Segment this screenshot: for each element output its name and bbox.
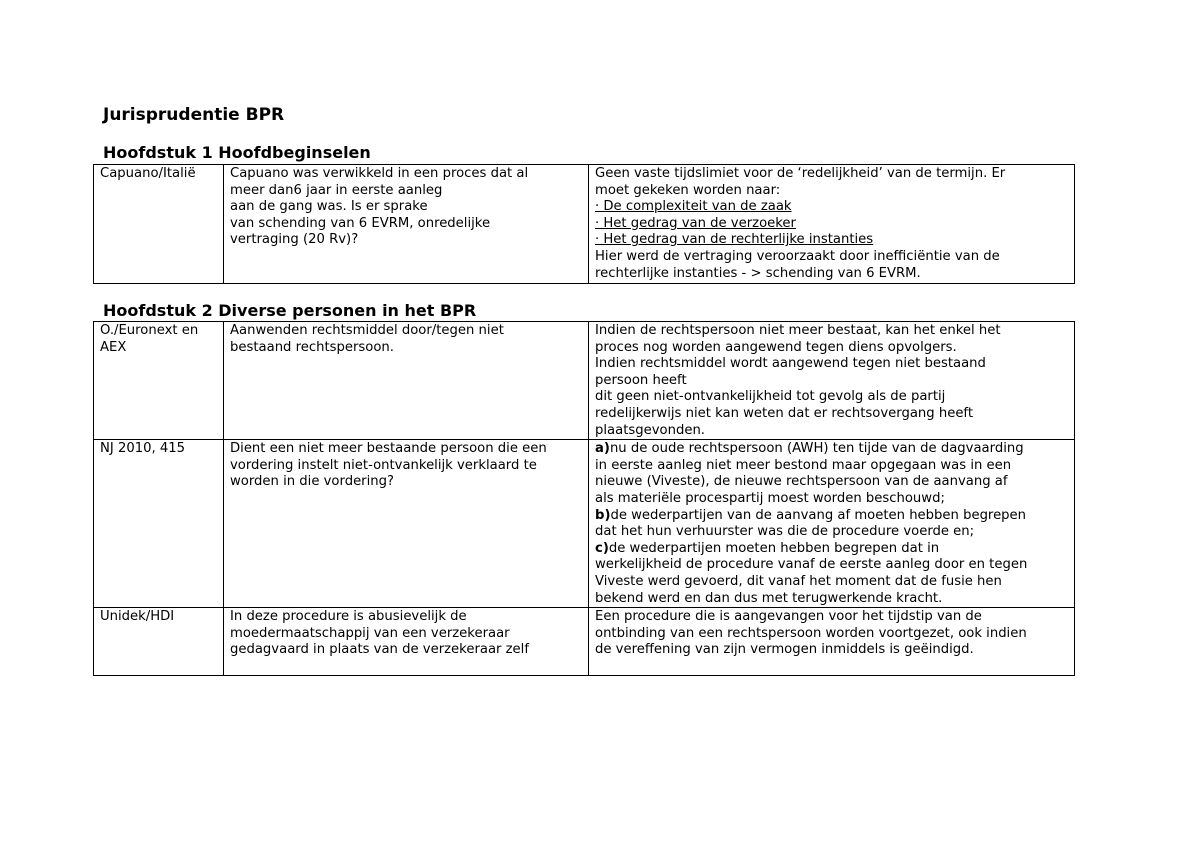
answer-list-item: · De complexiteit van de zaak — [595, 199, 792, 215]
answer-line: Viveste werd gevoerd, dit vanaf het moment dat de fusie hen — [595, 573, 1002, 589]
answer-line: Geen vaste tijdslimiet voor de ‘redelijkheid’ van de termijn. Er — [595, 166, 1006, 181]
case-name: AEX — [100, 339, 127, 355]
question-line: Capuano was verwikkeld in een proces dat al — [230, 166, 529, 181]
answer-line: persoon heeft — [595, 372, 687, 388]
chapter-2-heading: Hoofdstuk 2 Diverse personen in het BPR — [103, 301, 477, 320]
chapter-1-table — [93, 164, 1075, 284]
case-name: Unidek/HDI — [100, 609, 175, 625]
answer-line: ontbinding van een rechtspersoon worden voortgezet, ook indien — [595, 625, 1027, 641]
case-cell — [94, 440, 224, 608]
table-row — [94, 165, 1075, 284]
answer-text: de wederpartijen van de aanvang af moeten hebben begrepen — [610, 507, 1027, 523]
point-label: a) — [595, 441, 610, 457]
answer-line: dat het hun verhuurster was die de procedure voerde en; — [595, 524, 975, 540]
answer-line: plaatsgevonden. — [595, 422, 705, 438]
case-cell — [94, 608, 224, 676]
question-line: In deze procedure is abusievelijk de — [230, 609, 467, 625]
chapter-1-heading: Hoofdstuk 1 Hoofdbeginselen — [103, 143, 371, 162]
question-cell — [224, 608, 589, 676]
answer-line — [595, 508, 1070, 525]
question-line: aan de gang was. Is er sprake — [230, 199, 428, 215]
answer-line: de vereffening van zijn vermogen inmiddels is geëindigd. — [595, 642, 974, 658]
answer-cell — [589, 440, 1075, 608]
answer-cell — [589, 165, 1075, 284]
answer-text: nu de oude rechtspersoon (AWH) ten tijde van de dagvaarding — [609, 441, 1024, 457]
question-line: vertraging (20 Rv)? — [230, 232, 359, 248]
answer-line — [595, 541, 1070, 558]
answer-line: proces nog worden aangewend tegen diens opvolgers. — [595, 339, 957, 355]
point-label: b) — [595, 507, 611, 523]
answer-text: de wederpartijen moeten hebben begrepen dat in — [608, 540, 940, 556]
answer-line: Indien rechtsmiddel wordt aangewend tegen niet bestaand — [595, 356, 986, 372]
question-line: bestaand rechtspersoon. — [230, 339, 394, 355]
answer-cell — [589, 322, 1075, 440]
answer-line: Een procedure die is aangevangen voor het tijdstip van de — [595, 609, 982, 625]
answer-line: moet gekeken worden naar: — [595, 182, 781, 198]
case-cell — [94, 322, 224, 440]
answer-line: Indien de rechtspersoon niet meer bestaat, kan het enkel het — [595, 323, 1001, 338]
question-line: moedermaatschappij van een verzekeraar — [230, 625, 510, 641]
answer-line: redelijkerwijs niet kan weten dat er rechtsovergang heeft — [595, 405, 974, 421]
case-name: O./Euronext en — [100, 323, 199, 338]
answer-list-item: · Het gedrag van de rechterlijke instanties — [595, 232, 874, 248]
answer-line — [595, 441, 1070, 458]
point-label: c) — [595, 540, 609, 556]
answer-line: rechterlijke instanties - > schending van 6 EVRM. — [595, 265, 921, 281]
table-row — [94, 322, 1075, 440]
answer-line: werkelijkheid de procedure vanaf de eerste aanleg door en tegen — [595, 557, 1028, 573]
question-cell — [224, 322, 589, 440]
chapter-2-table — [93, 321, 1075, 676]
question-line: vordering instelt niet-ontvankelijk verklaard te — [230, 457, 537, 473]
case-name: Capuano/Italië — [100, 166, 196, 181]
answer-line: Hier werd de vertraging veroorzaakt door inefficiëntie van de — [595, 248, 1000, 264]
table-row — [94, 608, 1075, 676]
case-cell — [94, 165, 224, 284]
question-line: meer dan6 jaar in eerste aanleg — [230, 182, 443, 198]
answer-line: dit geen niet-ontvankelijkheid tot gevolg als de partij — [595, 389, 946, 405]
question-line: van schending van 6 EVRM, onredelijke — [230, 215, 491, 231]
case-name: NJ 2010, 415 — [100, 441, 186, 457]
question-cell — [224, 440, 589, 608]
answer-list-item: · Het gedrag van de verzoeker — [595, 215, 796, 231]
table-row — [94, 440, 1075, 608]
answer-line: nieuwe (Viveste), de nieuwe rechtspersoon van de aanvang af — [595, 474, 1008, 490]
answer-line: in eerste aanleg niet meer bestond maar opgegaan was in een — [595, 457, 1012, 473]
question-line: Dient een niet meer bestaande persoon die een — [230, 441, 547, 457]
question-line: worden in die vordering? — [230, 474, 394, 490]
answer-line: bekend werd en dan dus met terugwerkende kracht. — [595, 590, 943, 606]
document-title: Jurisprudentie BPR — [103, 105, 285, 125]
question-line: Aanwenden rechtsmiddel door/tegen niet — [230, 323, 504, 338]
question-line: gedagvaard in plaats van de verzekeraar zelf — [230, 642, 529, 658]
answer-line: als materiële procespartij moest worden beschouwd; — [595, 490, 945, 506]
answer-cell — [589, 608, 1075, 676]
question-cell — [224, 165, 589, 284]
